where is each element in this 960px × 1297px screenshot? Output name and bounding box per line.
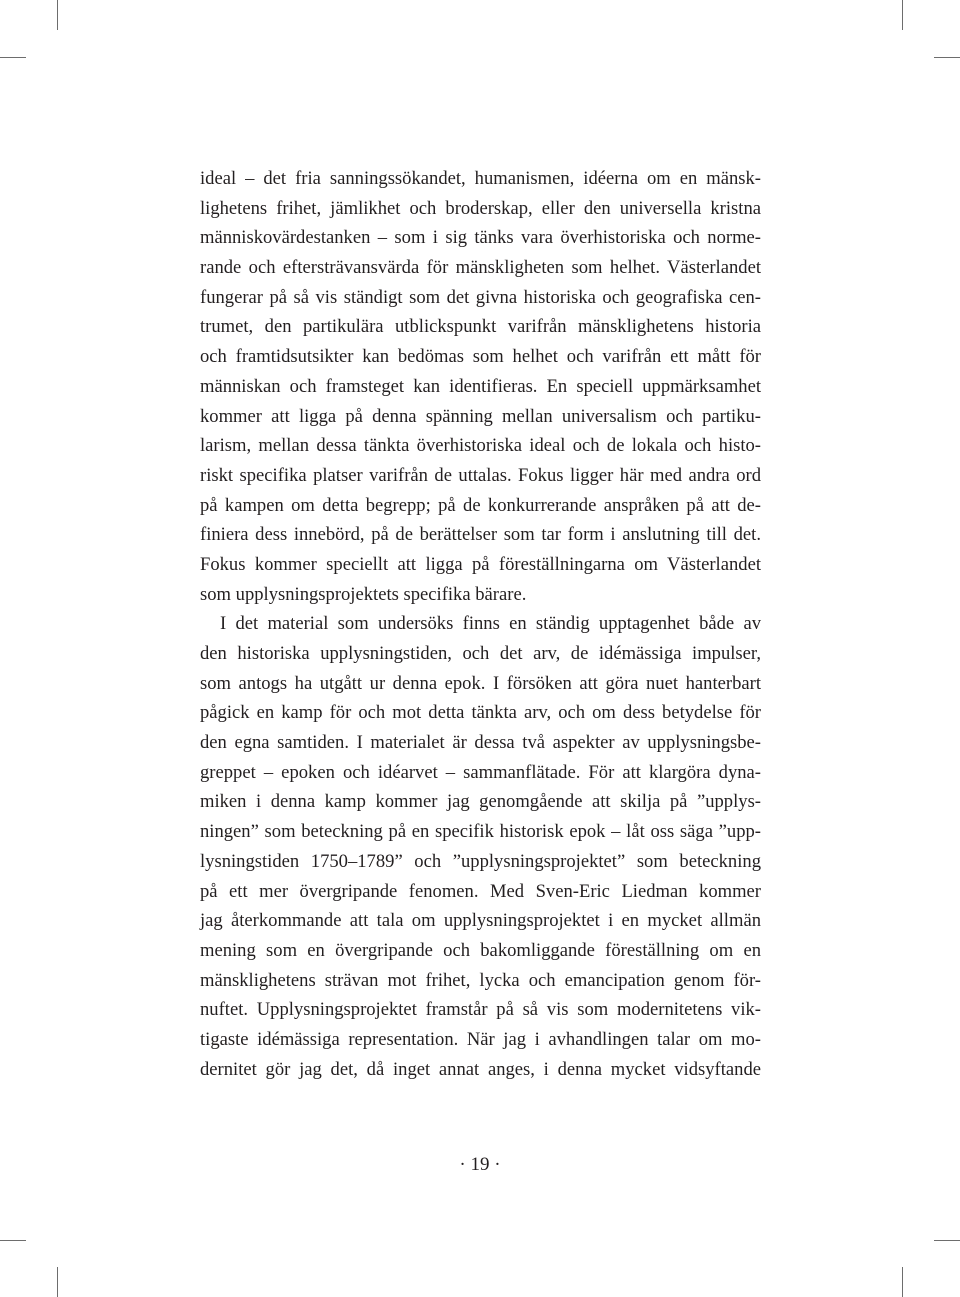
text-line: dernitet gör jag det, då inget annat anges, i denna mycket vidsyftande — [200, 1058, 761, 1080]
text-line: larism, mellan dessa tänkta överhistoriska ideal och de lokala och histo- — [200, 435, 761, 457]
crop-mark-top-right-horizontal — [934, 57, 960, 58]
text-line: som antogs ha utgått ur denna epok. I försöken att göra nuet hanterbart — [200, 672, 761, 694]
text-line: miken i denna kamp kommer jag genomgående att skilja på ”upplys- — [200, 791, 761, 813]
text-line: mening som en övergripande och bakomliggande föreställning om en — [200, 939, 761, 961]
text-line: nuftet. Upplysningsprojektet framstår på så vis som modernitetens vik- — [200, 999, 761, 1021]
text-line: ideal – det fria sanningssökandet, humanismen, idéerna om en mänsk- — [200, 168, 761, 189]
body-text — [200, 164, 761, 1084]
text-line: mänsklighetens strävan mot frihet, lycka och emancipation genom för- — [200, 969, 761, 991]
crop-mark-bottom-left-horizontal — [0, 1240, 26, 1241]
text-line: riskt specifika platser varifrån de uttalas. Fokus ligger här med andra ord — [200, 464, 761, 486]
text-line: Fokus kommer speciellt att ligga på föreställningarna om Västerlandet — [200, 553, 761, 575]
text-line: rande och eftersträvansvärda för mänskligheten som helhet. Västerlandet — [200, 257, 761, 279]
crop-mark-top-right-vertical — [902, 0, 903, 30]
crop-mark-bottom-left-vertical — [57, 1267, 58, 1297]
crop-mark-top-left-vertical — [57, 0, 58, 30]
text-line: fungerar på så vis ständigt som det givna historiska och geografiska cen- — [200, 286, 761, 308]
text-line: kommer att ligga på denna spänning mellan universalism och partiku- — [200, 405, 761, 427]
text-line: greppet – epoken och idéarvet – sammanflätade. För att klargöra dyna- — [200, 761, 761, 783]
text-line: ningen” som beteckning på en specifik historisk epok – låt oss säga ”upp- — [200, 821, 761, 843]
text-line: trumet, den partikulära utblickspunkt varifrån mänsklighetens historia — [200, 316, 761, 338]
text-line: lighetens frihet, jämlikhet och broderskap, eller den universella kristna — [200, 197, 761, 219]
text-line: lysningstiden 1750–1789” och ”upplysningsprojektet” som beteckning — [200, 850, 761, 872]
crop-mark-bottom-right-vertical — [902, 1267, 903, 1297]
paragraph-1 — [200, 164, 761, 609]
text-line: människan och framsteget kan identifieras. En speciell uppmärksamhet — [200, 375, 761, 397]
text-line: på ett mer övergripande fenomen. Med Sven-Eric Liedman kommer — [200, 880, 761, 902]
text-line: och framtidsutsikter kan bedömas som helhet och varifrån ett mått för — [200, 346, 761, 368]
text-line: pågick en kamp för och mot detta tänkta arv, och om dess betydelse för — [200, 702, 761, 724]
text-line: den egna samtiden. I materialet är dessa två aspekter av upplysningsbe- — [200, 732, 761, 754]
text-line: finiera dess innebörd, på de berättelser som tar form i anslutning till det. — [200, 524, 761, 546]
crop-mark-bottom-right-horizontal — [934, 1240, 960, 1241]
text-line: människovärdestanken – som i sig tänks vara överhistoriska och norme- — [200, 227, 761, 249]
text-line: den historiska upplysningstiden, och det arv, de idémässiga impulser, — [200, 643, 761, 664]
crop-mark-top-left-horizontal — [0, 57, 26, 58]
text-line: jag återkommande att tala om upplysningsprojektet i en mycket allmän — [200, 910, 761, 932]
text-line: I det material som undersöks finns en ständig upptagenhet både av — [220, 613, 761, 635]
text-line: som upplysningsprojektets specifika bärare. — [200, 583, 527, 605]
text-line: på kampen om detta begrepp; på de konkurrerande anspråken på att de- — [200, 494, 761, 516]
paragraph-2 — [200, 609, 761, 1084]
page-number: · 19 · — [459, 1154, 501, 1175]
text-line: tigaste idémässiga representation. När jag i avhandlingen talar om mo- — [200, 1028, 761, 1050]
